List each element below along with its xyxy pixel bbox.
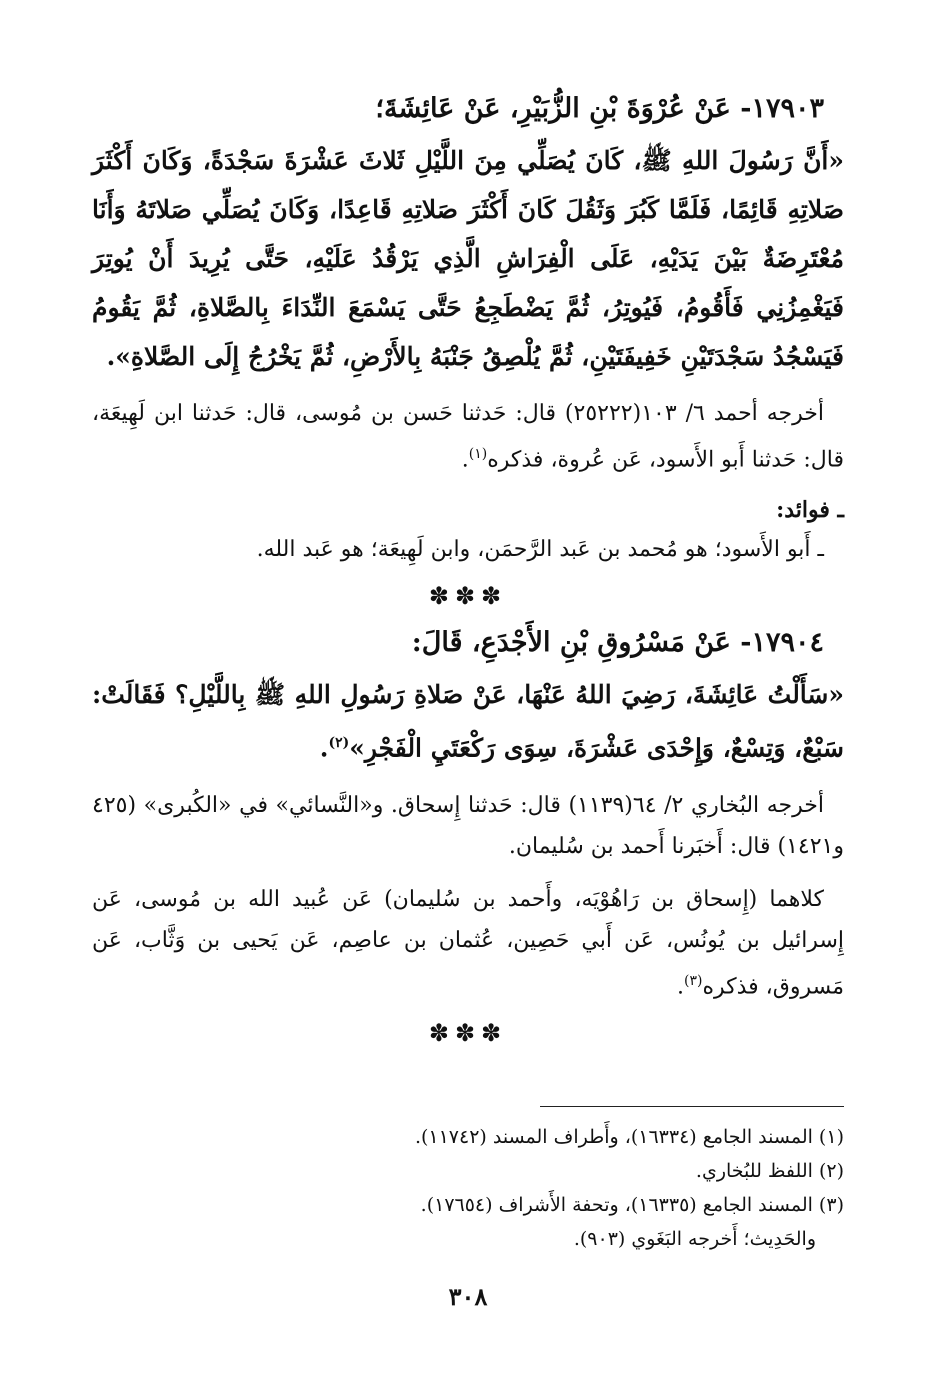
footnote-ref: (١) bbox=[468, 446, 488, 462]
footnotes bbox=[92, 1120, 844, 1256]
hadith-text-paragraph: «سَأَلْتُ عَائِشَةَ، رَضِيَ اللهُ عَنْهَا، عَنْ صَلاةِ رَسُولِ اللهِ ﷺ بِاللَّيْلِ؟ فَقَالَتْ: سَبْعٌ، وَتِسْعٌ، وَإِحْدَى عَشْرَةَ، سِوَى رَكْعَتَيِ الْفَجْرِ»$^{(٢)}$. bbox=[92, 680, 845, 763]
takhrij-paragraph: كلاهما (إِسحاق بن رَاهُوْيَه، وأَحمد بن سُليمان) عَن عُبيد الله بن مُوسى، عَن إِسرائيل بن يُونُس، عَن أَبي حَصِين، عُثمان بن عاصِم، عَن يَحيى بن وَثَّاب، عَن مَسروق، فذكره$^{(٣)}$. bbox=[92, 886, 844, 999]
takhrij-text: أخرجه أحمد ٦/ ١٠٣(٢٥٢٢٢) قال: حَدثنا حَسن بن مُوسى، قال: حَدثنا ابن لَهِيعَة، قال: حَدثنا أَبو الأَسود، عَن عُروة، فذكره bbox=[92, 401, 844, 473]
hadith-heading: ١٧٩٠٤- عَنْ مَسْرُوقِ بْنِ الأَجْدَعِ، قَالَ: bbox=[411, 627, 824, 659]
takhrij-text: أخرجه البُخاري ٢/ ٦٤(١١٣٩) قال: حَدثنا إِسحاق. و«النَّسائي» في «الكُبرى» (٤٢٥ و١٤٢١) قال: أَخبَرنا أَحمد بن سُليمان. bbox=[92, 792, 844, 859]
takhrij-paragraph: أخرجه أحمد ٦/ ١٠٣(٢٥٢٢٢) قال: حَدثنا حَسن بن مُوسى، قال: حَدثنا ابن لَهِيعَة، قال: حَدثنا أَبو الأَسود، عَن عُروة، فذكره$^{(١)}$. bbox=[92, 401, 844, 473]
footnote: (٢) اللفظ للبُخاري. bbox=[695, 1160, 844, 1182]
footnote-continuation: والحَدِيث؛ أَخرجه البَغَوي (٩٠٣). bbox=[573, 1228, 816, 1250]
footnote-ref: (٣) bbox=[683, 972, 703, 989]
footnote-ref: (٢) bbox=[328, 735, 350, 752]
footnote: (٣) المسند الجامع (١٦٣٣٥)، وتحفة الأَشراف (١٧٦٥٤). bbox=[420, 1194, 844, 1216]
hadith-text: «سَأَلْتُ عَائِشَةَ، رَضِيَ اللهُ عَنْهَا، عَنْ صَلاةِ رَسُولِ اللهِ ﷺ بِاللَّيْلِ؟ فَقَالَتْ: سَبْعٌ، وَتِسْعٌ، وَإِحْدَى عَشْرَةَ، سِوَى رَكْعَتَيِ الْفَجْرِ» bbox=[92, 680, 845, 763]
hadith-heading: ١٧٩٠٣- عَنْ عُرْوَةَ بْنِ الزُّبَيْرِ، عَنْ عَائِشَةَ؛ bbox=[375, 93, 824, 124]
fawaid-title: ـ فوائد: bbox=[776, 497, 844, 524]
page-body bbox=[92, 88, 844, 1059]
takhrij-text: كلاهما (إِسحاق بن رَاهُوْيَه، وأَحمد بن سُليمان) عَن عُبيد الله بن مُوسى، عَن إِسرائيل بن يُونُس، عَن أَبي حَصِين، عُثمان بن عاصِم، عَن يَحيى بن وَثَّاب، عَن مَسروق، فذكره bbox=[92, 886, 844, 999]
fawaid-item: ـ أَبو الأَسود؛ هو مُحمد بن عَبد الرَّحمَن، وابن لَهِيعَة؛ هو عَبد الله. bbox=[256, 537, 824, 563]
footnote: (١) المسند الجامع (١٦٣٣٤)، وأَطراف المسند (١١٧٤٢). bbox=[414, 1126, 844, 1148]
section-separator: ✽✽✽ bbox=[428, 1018, 508, 1047]
page-number: ٣٠٨ bbox=[448, 1282, 488, 1311]
hadith-text: «أَنَّ رَسُولَ اللهِ ﷺ، كَانَ يُصَلِّي مِنَ اللَّيْلِ ثَلاثَ عَشْرَةَ سَجْدَةً، وَكَانَ أَكْثَرَ صَلاتِهِ قَائِمًا، فَلَمَّا كَبُرَ وَثَقُلَ كَانَ أَكْثَرَ صَلاتِهِ قَاعِدًا، وَكَانَ يُصَلِّي صَلاتَهُ وَأَنَا مُعْتَرِضَةٌ بَيْنَ يَدَيْهِ، عَلَى الْفِرَاشِ الَّذِي يَرْقُدُ عَلَيْهِ، حَتَّى يُرِيدَ أَنْ يُوتِرَ فَيَغْمِزُنِي فَأَقُومُ، فَيُوتِرُ، ثُمَّ يَضْطَجِعُ حَتَّى يَسْمَعَ النِّدَاءَ بِالصَّلاةِ، ثُمَّ يَقُومُ فَيَسْجُدُ سَجْدَتَيْنِ خَفِيفَتَيْنِ، ثُمَّ يُلْصِقُ جَنْبَهُ بِالأَرْضِ، ثُمَّ يَخْرُجُ إِلَى الصَّلاةِ». bbox=[92, 146, 844, 371]
section-separator: ✽✽✽ bbox=[428, 582, 508, 611]
footnote-divider bbox=[540, 1106, 844, 1107]
